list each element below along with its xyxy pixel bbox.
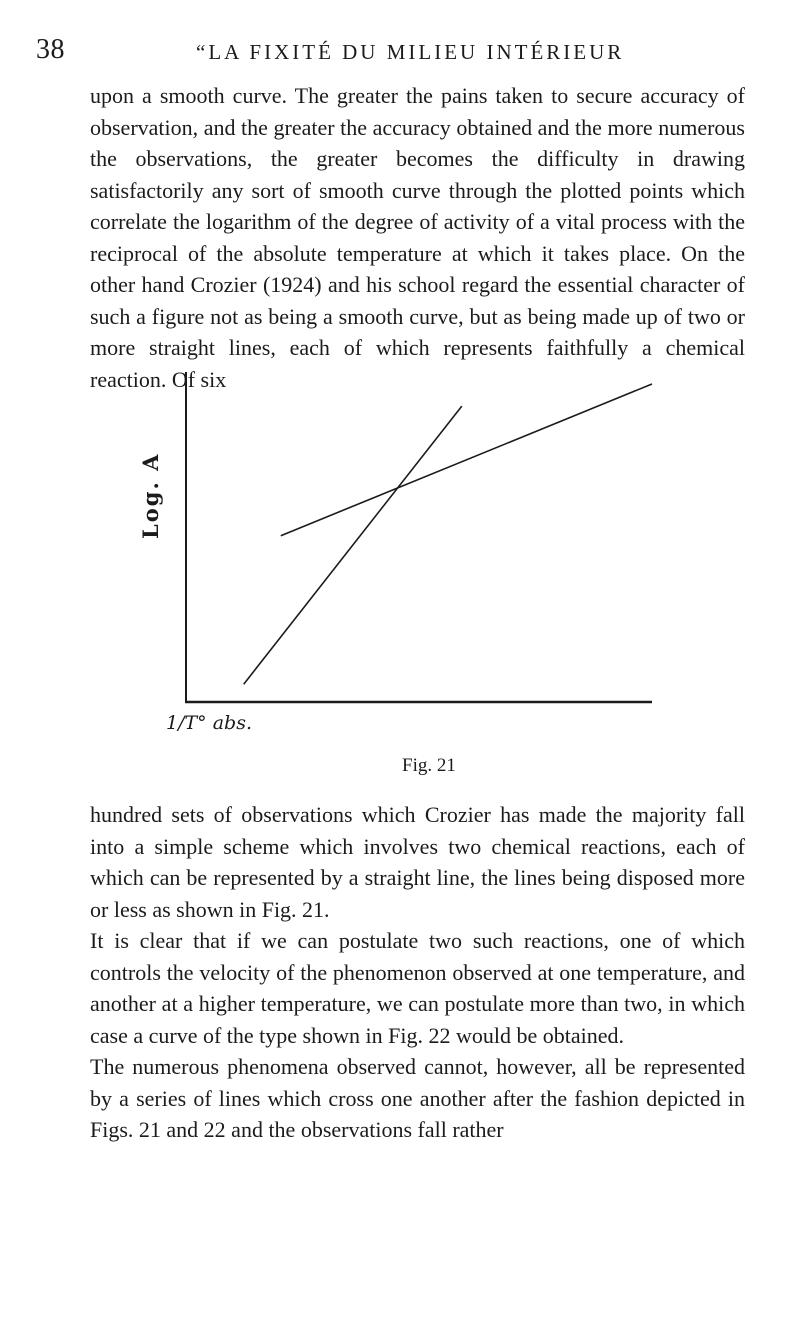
figure-plot <box>130 364 670 724</box>
running-head <box>36 34 765 70</box>
body-text-top <box>90 80 745 395</box>
figure-caption: Fig. 21 <box>402 755 456 776</box>
paragraph: The numerous phenomena observed cannot, however, all be represented by a series of lines which cross one another after the fashion depicted in Figs. 21 and 22 and the observations fall rather <box>90 1054 745 1142</box>
page-number: 38 <box>36 34 65 65</box>
series-line-1 <box>244 406 462 684</box>
paragraph: upon a smooth curve. The greater the pains taken to secure accuracy of observation, and the greater the accuracy obtained and the more numerous the observations, the greater becomes the difficulty in drawing satisfactorily any sort of smooth curve through the plotted points which correlate the logarithm of the degree of activity of a vital process with the reciprocal of the absolute temperature at which it takes place. On the other hand Crozier (1924) and his school regard the essential character of such a figure not as being a smooth curve, but as being made up of two or more straight lines, each of which represents faithfully a chemical reaction. Of six <box>90 83 745 392</box>
running-title: “LA FIXITÉ DU MILIEU INTÉRIEUR <box>196 40 625 64</box>
series-line-2 <box>281 384 652 536</box>
y-axis-label: Log. A <box>138 452 163 539</box>
paragraph: hundred sets of observations which Crozier has made the majority fall into a simple scheme which involves two chemical reactions, each of which can be represented by a straight line, the lines being disposed more or less as shown in Fig. 21. <box>90 802 745 922</box>
paragraph: It is clear that if we can postulate two such reactions, one of which controls the velocity of the phenomenon observed at one temperature, and another at a higher temperature, we can postulate more than two, in which case a curve of the type shown in Fig. 22 would be obtained. <box>90 928 745 1048</box>
figure-21 <box>130 364 670 784</box>
x-axis-label: 1/T° abs. <box>166 712 252 734</box>
body-text-bottom <box>90 799 745 1146</box>
